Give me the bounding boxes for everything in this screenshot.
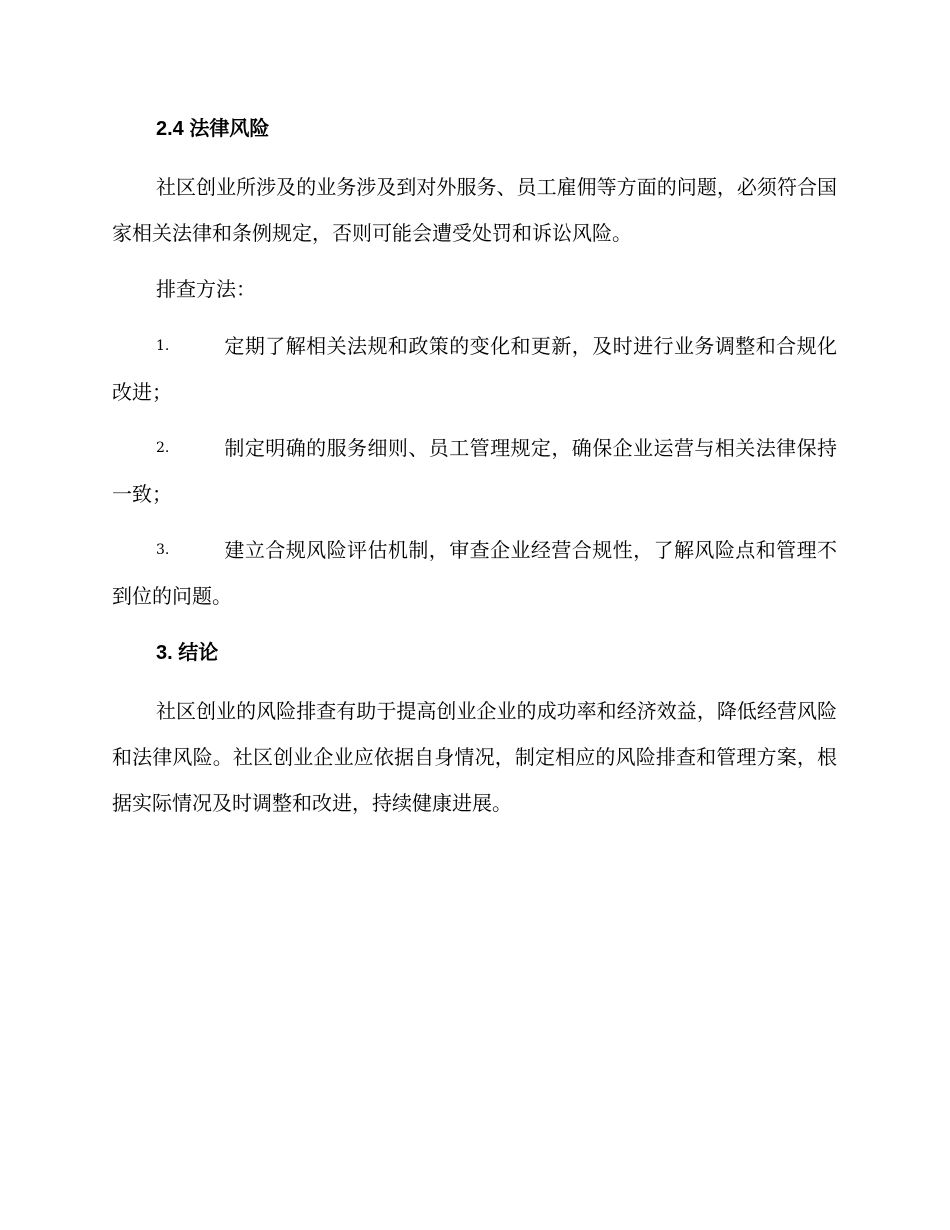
section-heading-legal-risk: 2.4 法律风险 xyxy=(156,118,270,140)
list-item-text: 定期了解相关法规和政策的变化和更新，及时进行业务调整和合规化改进； xyxy=(112,334,837,404)
section-heading-conclusion: 3. 结论 xyxy=(156,642,219,664)
list-item xyxy=(112,323,837,415)
conclusion-paragraph: 社区创业的风险排查有助于提高创业企业的成功率和经济效益，降低经营风险和法律风险。社区创业企业应依据自身情况，制定相应的风险排查和管理方案，根据实际情况及时调整和改进，持续健康进展。 xyxy=(112,699,837,815)
list-item xyxy=(112,527,837,619)
methods-label: 排查方法： xyxy=(156,277,256,301)
list-item-number: 1. xyxy=(156,338,170,354)
list-item-text: 建立合规风险评估机制，审查企业经营合规性，了解风险点和管理不到位的问题。 xyxy=(112,538,837,608)
legal-risk-paragraph: 社区创业所涉及的业务涉及到对外服务、员工雇佣等方面的问题，必须符合国家相关法律和条例规定，否则可能会遭受处罚和诉讼风险。 xyxy=(112,175,837,245)
list-item-number: 3. xyxy=(156,542,170,558)
list-item xyxy=(112,425,837,517)
list-item-number: 2. xyxy=(156,440,170,456)
list-item-text: 制定明确的服务细则、员工管理规定，确保企业运营与相关法律保持一致； xyxy=(112,436,837,506)
